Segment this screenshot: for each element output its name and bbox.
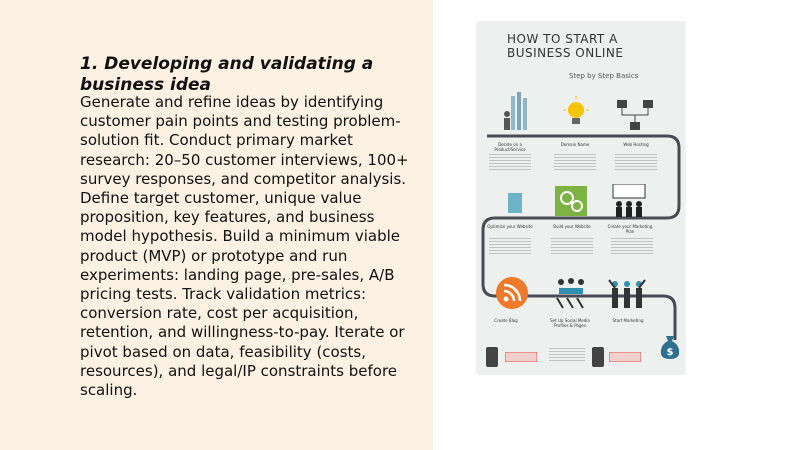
step-label: Start Marketing (612, 318, 644, 323)
document-icon (507, 192, 523, 214)
infographic-subtitle: Step by Step Basics (569, 72, 639, 80)
step-description (611, 238, 653, 256)
step-description (615, 154, 657, 172)
svg-text:$: $ (666, 347, 674, 358)
step-label: Set Up Social Media Profiles & Pages (550, 318, 590, 328)
gears-icon (555, 186, 587, 216)
infographic-title: HOW TO START A BUSINESS ONLINE (507, 32, 624, 60)
people-icon (501, 92, 535, 132)
rss-icon (495, 276, 529, 310)
step-label: Domain Name (560, 142, 590, 147)
highlight-box (505, 352, 537, 362)
step-label: Create Blog (494, 318, 518, 323)
phone-icon (485, 346, 499, 368)
team-icon (607, 276, 647, 310)
money-bag-icon (659, 332, 681, 360)
step-label: Web Hosting (623, 142, 649, 147)
step-label: Build your Website (553, 224, 591, 229)
infographic-image (477, 22, 685, 374)
step-description (549, 348, 585, 362)
slide-body-text: Generate and refine ideas by identifying customer pain points and testing problem-solution fit. Conduct primary market research: 20–50 customer interviews, 100+ survey responses, and competitor analysis. Define target customer, unique value proposition, key features, and business model hypothesis. Build a minimum viable product (MVP) or prototype and run experiments: landing page, pre-sales, A/B pricing tests. Track validation metrics: conversion rate, cost per acquisition, retention, and willingness-to-pay. Iterate or pivot based on data, feasibility (costs, resources), and legal/IP constraints before scaling. (80, 93, 409, 400)
slide-heading: 1. Developing and validating a business idea (80, 54, 374, 95)
lightbulb-icon (561, 96, 591, 132)
billboard-icon (611, 184, 647, 218)
step-label: Optimize your Website (487, 224, 533, 229)
step-description (551, 238, 593, 256)
network-icon (617, 100, 653, 132)
phone-icon (591, 346, 605, 368)
step-description (489, 238, 531, 256)
meeting-icon (553, 276, 589, 310)
step-description (489, 154, 531, 172)
step-description (554, 154, 596, 172)
highlight-box (609, 352, 641, 362)
step-label: Create your Marketing Plan (607, 224, 653, 234)
step-label: Decide on a Product/Service (494, 142, 526, 152)
